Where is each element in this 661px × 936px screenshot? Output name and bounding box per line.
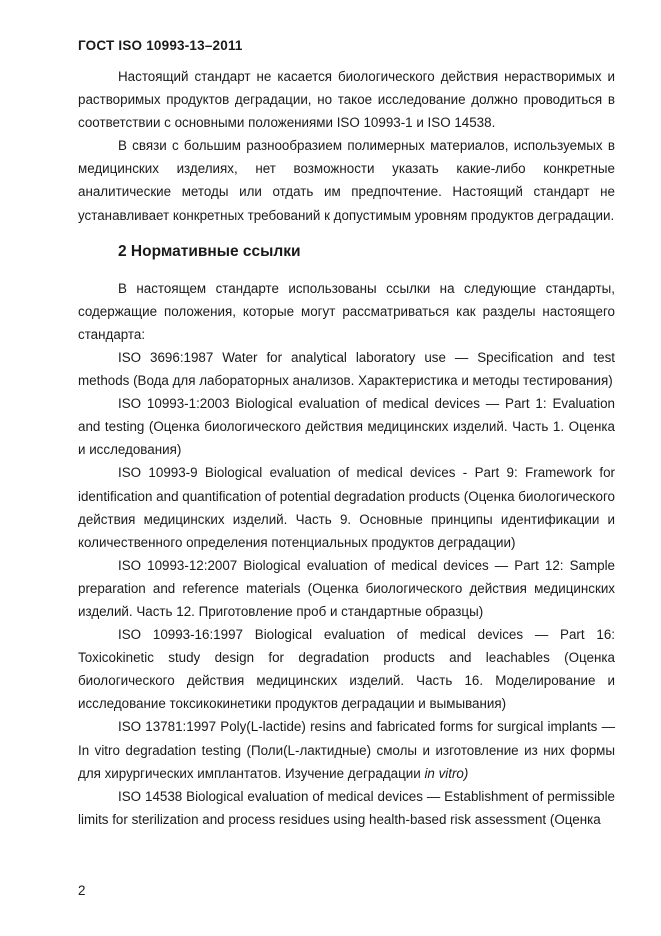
references-lead-paragraph: В настоящем стандарте использованы ссылки на следующие стандарты, содержащие положения, которые могут рассматриваться как разделы настоящего стандарта: — [78, 280, 615, 342]
intro-paragraph-2: В связи с большим разнообразием полимерных материалов, используемых в медицинских изделиях, нет возможности указать какие-либо конкретные аналитические методы или отдать им предпочтение. Настоящий стандарт не устанавливает конкретных требований к допустимым уровням продуктов деградации. — [78, 138, 615, 223]
document-header: ГОСТ ISO 10993-13–2011 — [78, 38, 243, 53]
reference-item-iso-13781 — [78, 715, 615, 784]
reference-item-iso-10993-9: ISO 10993-9 Biological evaluation of medical devices - Part 9: Framework for identification and quantification of potential degradation products (Оценка биологического действия медицинских изделий. Часть 9. Основные принципы идентификации и количественного определения потенциальных продуктов деградации) — [78, 465, 615, 550]
reference-item-iso-13781-text: ISO 13781:1997 Poly(L-lactide) resins and fabricated forms for surgical implants — In vitro degradation testing (Поли(L-лактидные) смолы и изготовление из них формы для хирургических имплантатов. Изучение деградации — [78, 719, 615, 781]
reference-item-iso-3696: ISO 3696:1987 Water for analytical laboratory use — Specification and test methods (Вода для лабораторных анализов. Характеристика и методы тестирования) — [78, 349, 615, 389]
page-number: 2 — [78, 883, 86, 898]
reference-item-iso-10993-12: ISO 10993-12:2007 Biological evaluation of medical devices — Part 12: Sample preparation and reference materials (Оценка биологического действия медицинских изделий. Часть 12. Приготовление проб и стандартные образцы) — [78, 557, 615, 619]
reference-item-iso-13781-italic: in vitro) — [424, 765, 469, 781]
reference-item-iso-14538: ISO 14538 Biological evaluation of medical devices — Establishment of permissible limits for sterilization and process residues using health-based risk assessment (Оценка — [78, 788, 615, 827]
reference-item-iso-10993-1: ISO 10993-1:2003 Biological evaluation of medical devices — Part 1: Evaluation and testing (Оценка биологического действия медицинских изделий. Часть 1. Оценка и исследования) — [78, 396, 615, 458]
intro-paragraph-1: Настоящий стандарт не касается биологического действия нерастворимых и растворимых продуктов деградации, но такое исследование должно проводиться в соответствии с основными положениями ISO 10993-1 и ISO 14538. — [78, 69, 615, 131]
reference-item-iso-10993-16: ISO 10993-16:1997 Biological evaluation of medical devices — Part 16: Toxicokinetic study design for degradation products and leachables (Оценка биологического действия медицинских изделий. Часть 16. Моделирование и исследование токсикокинетики продуктов деградации и вымывания) — [78, 627, 615, 712]
document-body — [78, 65, 615, 831]
section-heading: 2 Нормативные ссылки — [118, 242, 301, 260]
